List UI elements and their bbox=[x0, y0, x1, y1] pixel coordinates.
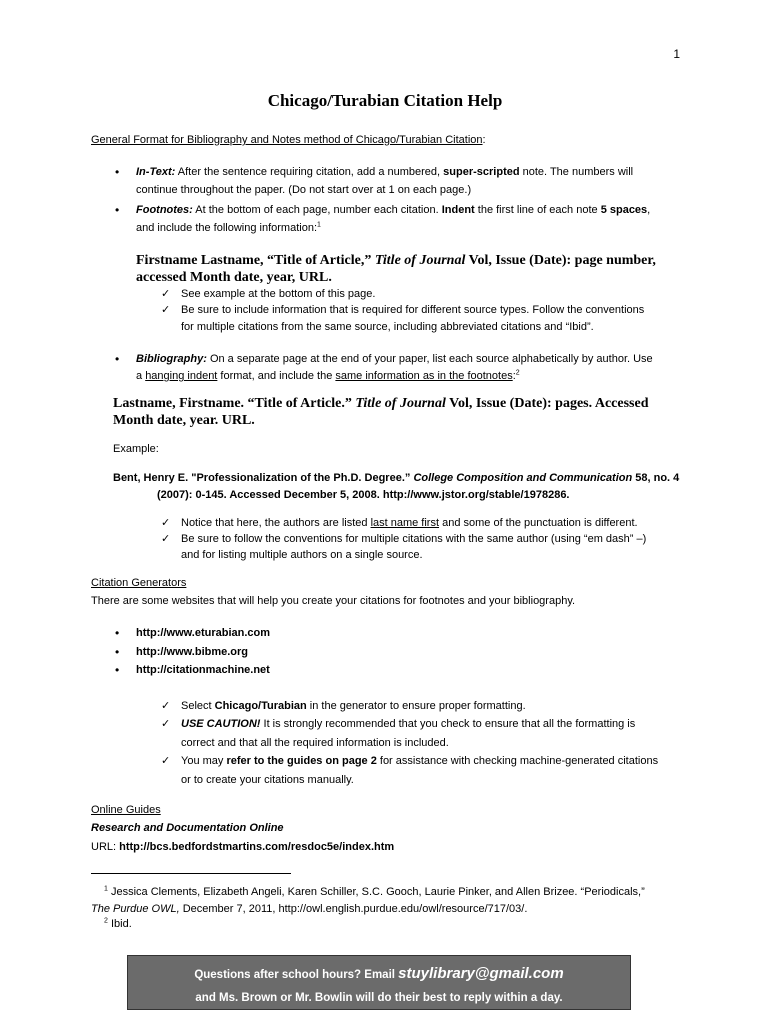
guides-title: Research and Documentation Online bbox=[91, 822, 284, 834]
generator-check-1-c: in the generator to ensure proper formatting. bbox=[306, 700, 526, 712]
footnote-1-italic: The Purdue OWL, bbox=[91, 903, 180, 915]
hanging-indent-text: hanging indent bbox=[145, 370, 218, 382]
footnote-format-line2: accessed Month date, year, URL. bbox=[136, 270, 332, 285]
bibliography-text: On a separate page at the end of your paper, list each source alphabetically by author. Use bbox=[206, 353, 653, 365]
guides-url-link[interactable]: http://bcs.bedfordstmartins.com/resdoc5e/index.htm bbox=[119, 841, 395, 853]
intext-bold: super-scripted bbox=[443, 166, 520, 178]
bibliography-line2-c: : bbox=[512, 370, 516, 382]
example-check-2: Be sure to follow the conventions for multiple citations with the same author (using “em dash” –) bbox=[181, 533, 647, 545]
intext-text2: note. The numbers will bbox=[519, 166, 634, 178]
example-check-1-underline: last name first bbox=[370, 517, 440, 529]
intext-line1 bbox=[136, 163, 633, 181]
bibliography-line2 bbox=[136, 367, 520, 385]
guides-url-line bbox=[91, 838, 394, 856]
footer-line1-text: Questions after school hours? Email bbox=[194, 969, 399, 981]
guides-heading: Online Guides bbox=[91, 804, 161, 816]
footnote-ref-2: 2 bbox=[515, 369, 520, 377]
footnote-check-2: Be sure to include information that is required for different source types. Follow the conventions bbox=[181, 304, 645, 316]
example-part1: Bent, Henry E. "Professionalization of the Ph.D. Degree.” bbox=[113, 472, 414, 484]
generator-check-2-b: It is strongly recommended that you check to ensure that all the formatting is bbox=[260, 718, 636, 730]
footnote-2-number: 2 bbox=[104, 917, 108, 925]
same-info-text: same information as in the footnotes bbox=[335, 370, 513, 382]
bullet-icon: • bbox=[115, 626, 120, 640]
example-check-2-line2: and for listing multiple authors on a single source. bbox=[181, 549, 423, 561]
footer-email[interactable]: stuylibrary@gmail.com bbox=[398, 965, 564, 982]
footnotes-line2-text: and include the following information: bbox=[136, 222, 318, 234]
footnotes-text2: the first line of each note bbox=[474, 204, 601, 216]
footnote-format-line1 bbox=[136, 252, 656, 270]
bibliography-line2-a: a bbox=[136, 370, 146, 382]
generator-check-2 bbox=[181, 715, 635, 733]
page-number: 1 bbox=[673, 47, 680, 61]
generator-check-1 bbox=[181, 697, 526, 715]
footer-line2: and Ms. Brown or Mr. Bowlin will do their best to reply within a day. bbox=[195, 992, 563, 1004]
footnote-ref-1: 1 bbox=[317, 221, 321, 229]
bib-format-line1 bbox=[113, 395, 648, 413]
bibliography-line1 bbox=[136, 350, 653, 368]
footnote-2-text: Ibid. bbox=[107, 918, 132, 930]
generator-check-1-b: Chicago/Turabian bbox=[214, 700, 307, 712]
footnote-1-number: 1 bbox=[104, 885, 108, 893]
footnote-format-part2: Vol, Issue (Date): page number, bbox=[465, 253, 656, 268]
footnote-separator bbox=[91, 873, 291, 874]
checkmark-icon: ✓ bbox=[161, 304, 171, 316]
contact-footer-box bbox=[127, 955, 631, 1010]
bib-format-part2: Vol, Issue (Date): pages. Accessed bbox=[445, 396, 649, 411]
bullet-icon: • bbox=[115, 165, 120, 179]
footer-line1 bbox=[128, 965, 630, 984]
intext-label: In-Text: bbox=[136, 166, 176, 178]
bullet-icon: • bbox=[115, 645, 120, 659]
bullet-icon: • bbox=[115, 352, 120, 366]
generator-link-citationmachine[interactable]: http://citationmachine.net bbox=[136, 664, 270, 676]
footnote-1-line2-text: December 7, 2011, http://owl.english.purdue.edu/owl/resource/717/03/. bbox=[179, 903, 528, 915]
generator-check-3-line2: or to create your citations manually. bbox=[181, 774, 354, 786]
footnote-check-1: See example at the bottom of this page. bbox=[181, 288, 376, 300]
bullet-icon: • bbox=[115, 663, 120, 677]
generator-check-3-b: refer to the guides on page 2 bbox=[226, 755, 377, 767]
checkmark-icon: ✓ bbox=[161, 288, 171, 300]
footnote-check-2-line2: for multiple citations from the same source, including abbreviated citations and “Ibid”. bbox=[181, 321, 594, 333]
example-part2: 58, no. 4 bbox=[632, 472, 680, 484]
footnotes-bold-spaces: 5 spaces bbox=[600, 204, 648, 216]
footnotes-text: At the bottom of each page, number each citation. bbox=[192, 204, 442, 216]
generator-link-eturabian[interactable]: http://www.eturabian.com bbox=[136, 627, 271, 639]
footnotes-line1 bbox=[136, 201, 650, 219]
intext-text: After the sentence requiring citation, add a numbered, bbox=[175, 166, 444, 178]
checkmark-icon: ✓ bbox=[161, 517, 171, 529]
footnotes-label: Footnotes: bbox=[136, 204, 193, 216]
general-format-heading bbox=[91, 131, 486, 149]
generators-heading: Citation Generators bbox=[91, 577, 187, 589]
generator-check-1-a: Select bbox=[181, 700, 215, 712]
footnotes-text3: , bbox=[647, 204, 651, 216]
footnotes-line2 bbox=[136, 219, 321, 237]
generator-link-bibme[interactable]: http://www.bibme.org bbox=[136, 646, 249, 658]
bibliography-line2-b: format, and include the bbox=[217, 370, 336, 382]
checkmark-icon: ✓ bbox=[161, 533, 171, 545]
intext-line2: continue throughout the paper. (Do not start over at 1 on each page.) bbox=[136, 184, 472, 196]
guides-url-label: URL: bbox=[91, 841, 120, 853]
footnote-1-line1 bbox=[104, 883, 645, 901]
checkmark-icon: ✓ bbox=[161, 755, 171, 767]
generators-intro: There are some websites that will help you create your citations for footnotes and your bibliography. bbox=[91, 595, 576, 607]
page-title: Chicago/Turabian Citation Help bbox=[267, 91, 503, 110]
footnote-format-journal: Title of Journal bbox=[374, 253, 466, 268]
generator-check-3-a: You may bbox=[181, 755, 227, 767]
example-check-1-a: Notice that here, the authors are listed bbox=[181, 517, 371, 529]
bullet-icon: • bbox=[115, 203, 120, 217]
bibliography-label: Bibliography: bbox=[136, 353, 207, 365]
footnote-1-line2 bbox=[91, 900, 527, 918]
bib-format-part1: Lastname, Firstname. “Title of Article.” bbox=[113, 396, 356, 411]
example-check-1-b: and some of the punctuation is different. bbox=[439, 517, 638, 529]
example-line2: (2007): 0-145. Accessed December 5, 2008. http://www.jstor.org/stable/1978286. bbox=[157, 489, 570, 501]
checkmark-icon: ✓ bbox=[161, 700, 171, 712]
example-line1 bbox=[113, 469, 679, 487]
bib-format-journal: Title of Journal bbox=[355, 396, 446, 411]
use-caution-text: USE CAUTION! bbox=[181, 718, 261, 730]
footnote-1-text: Jessica Clements, Elizabeth Angeli, Karen Schiller, S.C. Gooch, Laurie Pinker, and Allen Brizee. “Periodicals,” bbox=[107, 886, 645, 898]
generator-check-2-line2: correct and that all the required information is included. bbox=[181, 737, 449, 749]
bib-format-line2: Month date, year. URL. bbox=[113, 413, 255, 428]
example-label: Example: bbox=[113, 443, 159, 455]
footnote-2 bbox=[104, 915, 132, 933]
generator-check-3-c: for assistance with checking machine-generated citations bbox=[376, 755, 659, 767]
general-format-heading-text: General Format for Bibliography and Notes method of Chicago/Turabian Citation bbox=[91, 134, 483, 146]
footnote-format-part1: Firstname Lastname, “Title of Article,” bbox=[136, 253, 375, 268]
generator-check-3 bbox=[181, 752, 658, 770]
general-format-colon: : bbox=[482, 134, 486, 146]
example-journal: College Composition and Communication bbox=[413, 472, 633, 484]
checkmark-icon: ✓ bbox=[161, 718, 171, 730]
footnotes-bold-indent: Indent bbox=[441, 204, 475, 216]
